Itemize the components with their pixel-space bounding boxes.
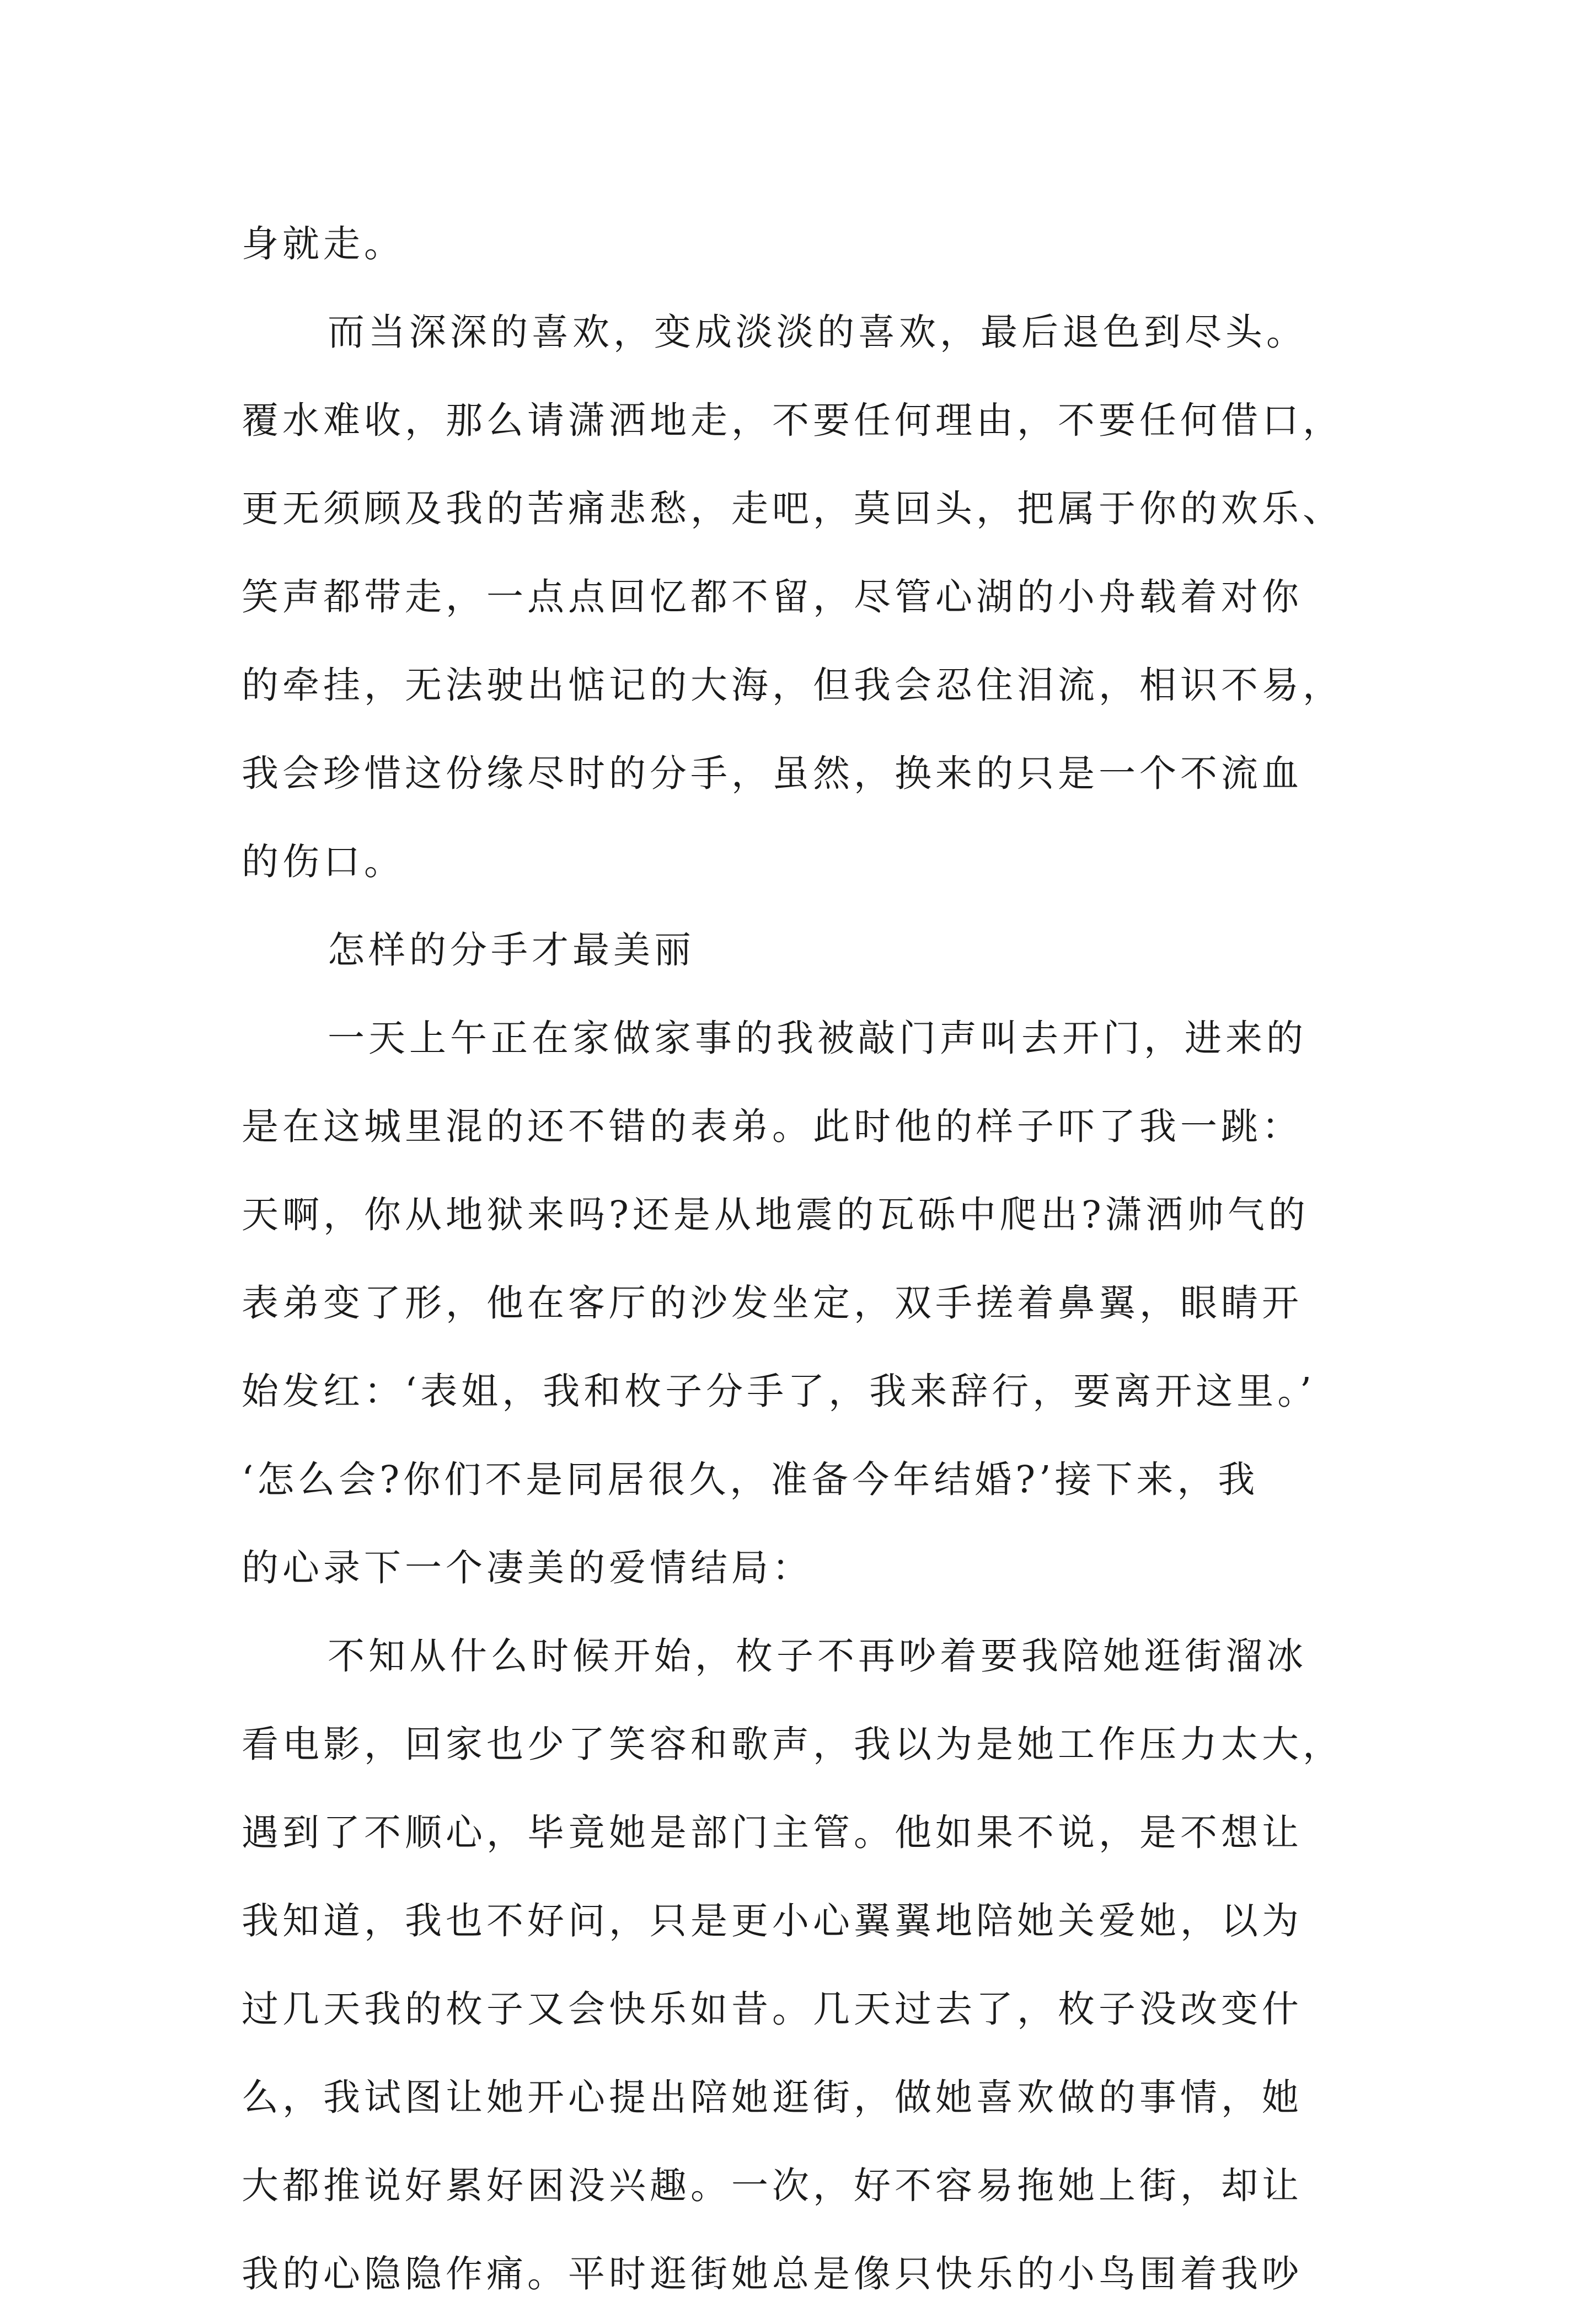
text-line: 过几天我的枚子又会快乐如昔。几天过去了，枚子没改变什	[242, 1988, 1303, 2031]
text-line: 么，我试图让她开心提出陪她逛街，做她喜欢做的事情，她	[242, 2076, 1303, 2119]
text-line: 身就走。	[242, 222, 405, 265]
text-line: 我知道，我也不好问，只是更小心翼翼地陪她关爱她，以为	[242, 1899, 1303, 1942]
text-line: 表弟变了形，他在客厅的沙发坐定，双手搓着鼻翼，眼睛开	[242, 1281, 1303, 1324]
text-line: 覆水难收，那么请潇洒地走，不要任何理由，不要任何借口，	[242, 399, 1343, 442]
text-line: 看电影，回家也少了笑容和歌声，我以为是她工作压力太大，	[242, 1723, 1343, 1766]
text-line: 天啊，你从地狱来吗?还是从地震的瓦砾中爬出?潇洒帅气的	[242, 1193, 1309, 1236]
text-line: 不知从什么时候开始，枚子不再吵着要我陪她逛街溜冰	[328, 1635, 1307, 1678]
text-line: ‘怎么会?你们不是同居很久，准备今年结婚?’接下来，我	[242, 1458, 1259, 1501]
text-line: 我会珍惜这份缘尽时的分手，虽然，换来的只是一个不流血	[242, 752, 1303, 795]
text-line: 大都推说好累好困没兴趣。一次，好不容易拖她上街，却让	[242, 2164, 1303, 2207]
text-line: 更无须顾及我的苦痛悲愁，走吧，莫回头，把属于你的欢乐、	[242, 487, 1343, 530]
document-body	[242, 200, 1361, 2318]
text-line: 遇到了不顺心，毕竟她是部门主管。他如果不说，是不想让	[242, 1811, 1303, 1854]
text-line: 笑声都带走，一点点回忆都不留，尽管心湖的小舟载着对你	[242, 575, 1303, 618]
text-line: 的牵挂，无法驶出惦记的大海，但我会忍住泪流，相识不易，	[242, 664, 1343, 707]
text-line: 始发红：‘表姐，我和枚子分手了，我来辞行，要离开这里。’	[242, 1370, 1316, 1413]
text-line: 是在这城里混的还不错的表弟。此时他的样子吓了我一跳：	[242, 1105, 1303, 1148]
text-line: 的心录下一个凄美的爱情结局：	[242, 1546, 813, 1589]
text-line: 我的心隐隐作痛。平时逛街她总是像只快乐的小鸟围着我吵	[242, 2252, 1303, 2295]
text-line: 的伤口。	[242, 840, 405, 883]
text-line: 而当深深的喜欢，变成淡淡的喜欢，最后退色到尽头。	[328, 311, 1307, 354]
text-line: 一天上午正在家做家事的我被敲门声叫去开门，进来的	[328, 1017, 1307, 1060]
text-line: 怎样的分手才最美丽	[328, 928, 695, 971]
